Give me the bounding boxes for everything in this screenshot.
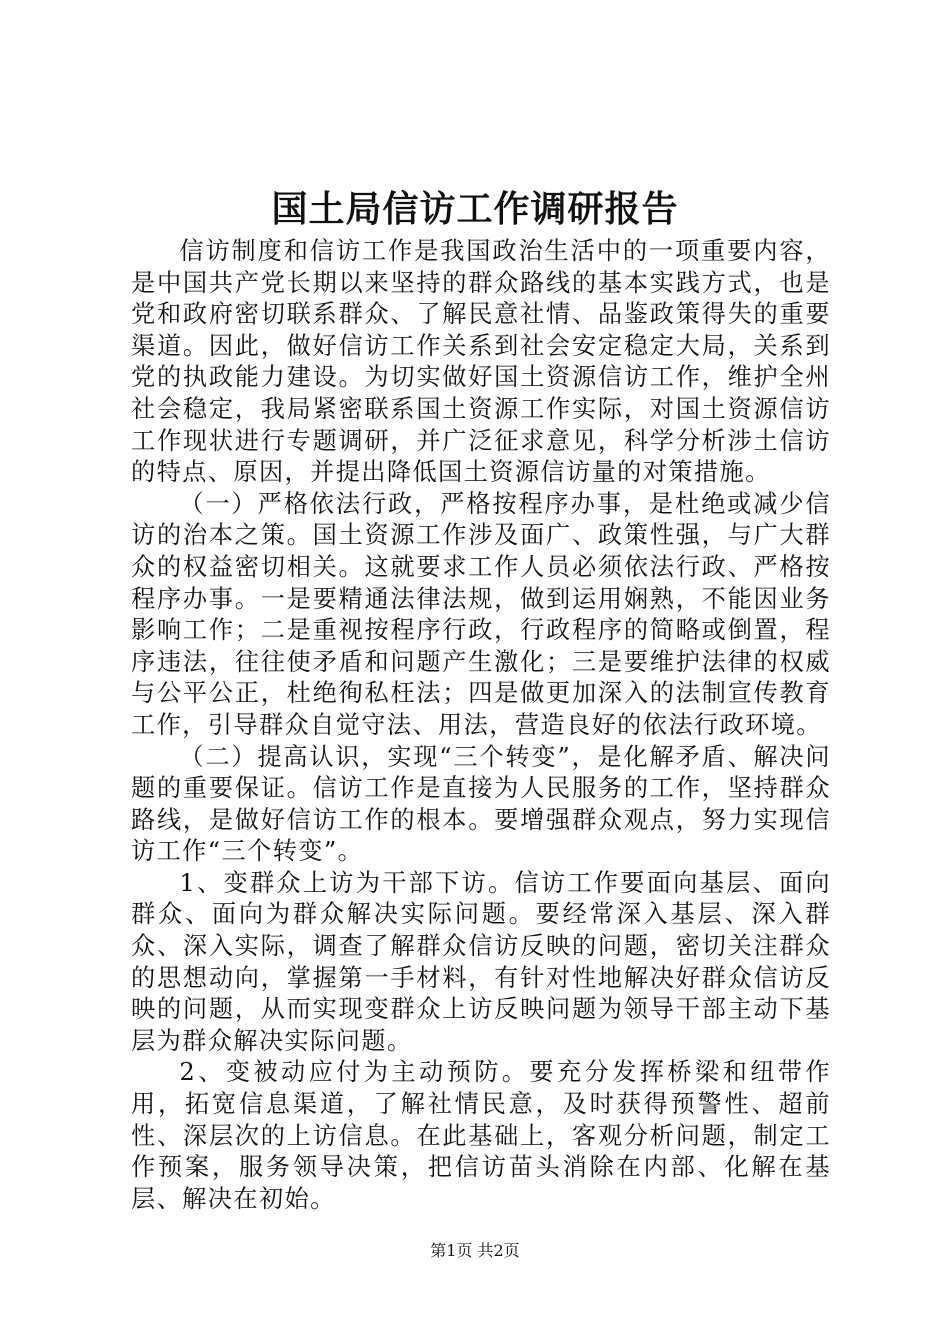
paragraph-section-2: （二）提高认识，实现“三个转变”，是化解矛盾、解决问题的重要保证。信访工作是直接为人民服务的工作，坚持群众路线，是做好信访工作的根本。要增强群众观点，努力实现信访工作“三个转变”。: [131, 742, 831, 866]
document-title: 国土局信访工作调研报告: [271, 189, 679, 230]
paragraph-intro: 信访制度和信访工作是我国政治生活中的一项重要内容，是中国共产党长期以来坚持的群众路线的基本实践方式，也是党和政府密切联系群众、了解民意社情、品鉴政策得失的重要渠道。因此，做好信访工作关系到社会安定稳定大局，关系到党的执政能力建设。为切实做好国土资源信访工作，维护全州社会稳定，我局紧密联系国土资源工作实际，对国土资源信访工作现状进行专题调研，并广泛征求意见，科学分析涉土信访的特点、原因，并提出降低国土资源信访量的对策措施。: [131, 237, 831, 487]
page-number-footer: 第1页 共2页: [430, 1241, 520, 1260]
paragraph-section-1: （一）严格依法行政，严格按程序办事，是杜绝或减少信访的治本之策。国土资源工作涉及面广、政策性强，与广大群众的权益密切相关。这就要求工作人员必须依法行政、严格按程序办事。一是要精通法律法规，做到运用娴熟，不能因业务影响工作；二是重视按程序行政，行政程序的简略或倒置，程序违法，往往使矛盾和问题产生激化；三是要维护法律的权威与公平公正，杜绝徇私枉法；四是做更加深入的法制宣传教育工作，引导群众自觉守法、用法，营造良好的依法行政环境。: [131, 489, 831, 739]
paragraph-item-1: 1、变群众上访为干部下访。信访工作要面向基层、面向群众、面向为群众解决实际问题。要经常深入基层、深入群众、深入实际，调查了解群众信访反映的问题，密切关注群众的思想动向，掌握第一手材料，有针对性地解决好群众信访反映的问题，从而实现变群众上访反映问题为领导干部主动下基层为群众解决实际问题。: [131, 868, 831, 1055]
paragraph-item-2: 2、变被动应付为主动预防。要充分发挥桥梁和纽带作用，拓宽信息渠道，了解社情民意，及时获得预警性、超前性、深层次的上访信息。在此基础上，客观分析问题，制定工作预案，服务领导决策，把信访苗头消除在内部、化解在基层、解决在初始。: [131, 1058, 831, 1213]
document-body: [131, 236, 831, 1215]
